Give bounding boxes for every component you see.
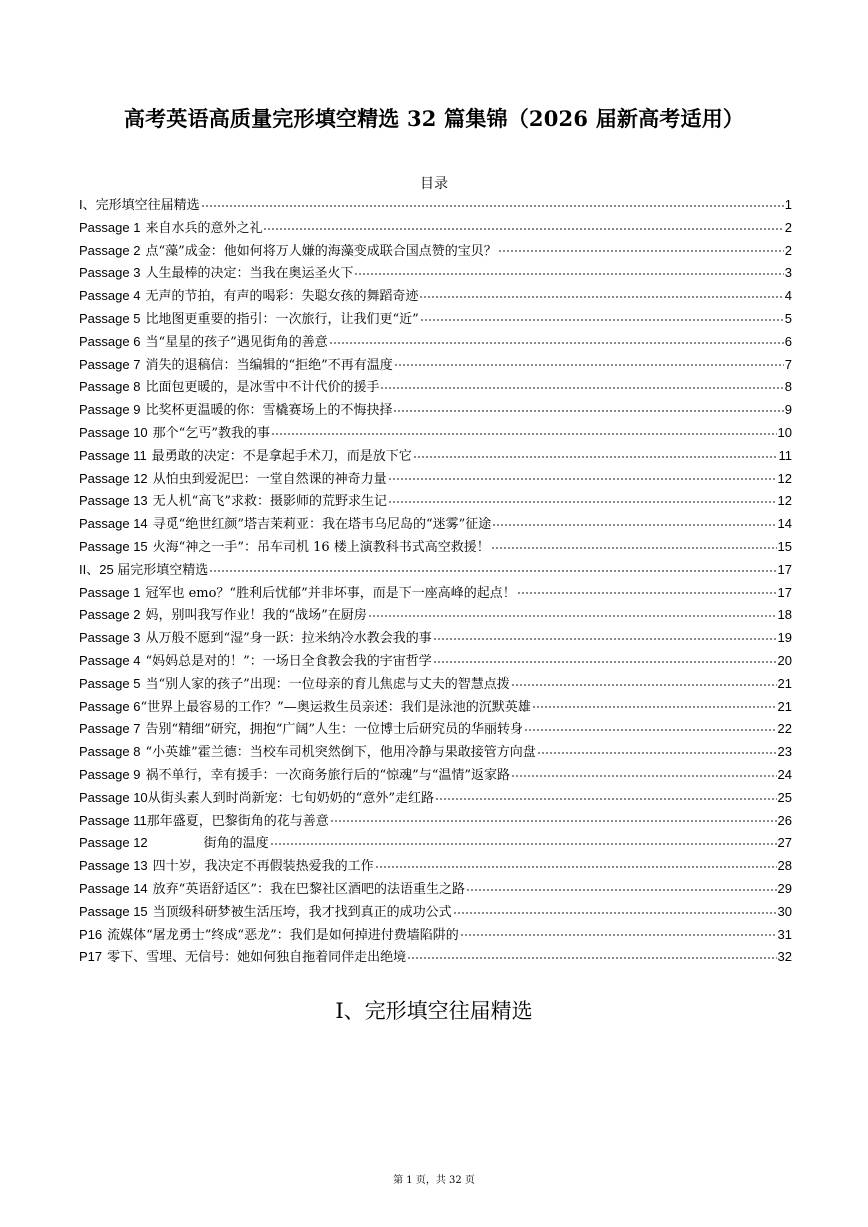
toc-dot-leader [532,706,777,708]
toc-dot-leader [407,957,776,959]
toc-entry[interactable] [79,718,792,741]
table-of-contents [79,194,792,969]
toc-dot-leader [201,205,784,207]
toc-entry-title: 比奖杯更温暖的你：雪橇赛场上的不悔抉择 [145,403,393,419]
toc-entry[interactable] [79,627,792,650]
toc-dot-leader [420,319,784,321]
toc-entry-title: 告别“精细”研究，拥抱“广阔”人生：一位博士后研究员的华丽转身 [145,722,524,738]
toc-entry-title: 四十岁，我决定不再假装热爱我的工作 [152,859,374,875]
toc-entry[interactable] [79,468,792,491]
toc-entry-page-number: 15 [777,538,792,554]
toc-entry[interactable] [79,422,792,445]
toc-entry-title: 无声的节拍，有声的喝彩：失聪女孩的舞蹈奇迹 [145,289,419,305]
toc-entry[interactable] [79,946,792,969]
toc-entry-title: 那个“乞丐”教我的事 [152,425,270,441]
toc-entry-label: Passage 7 [79,356,141,372]
toc-dot-leader [354,273,783,275]
toc-entry-title: 冠军也 emo？“胜利后忧郁”并非坏事，而是下一座高峰的起点！ [145,585,516,601]
toc-dot-leader [380,387,783,389]
toc-dot-leader [511,684,777,686]
toc-entry[interactable] [79,582,792,605]
toc-entry-page-number: 29 [777,880,792,896]
toc-entry[interactable] [79,399,792,422]
toc-entry-label: Passage 3 [79,265,141,281]
toc-entry-title: 人生最棒的决定：当我在奥运圣火下 [145,266,354,282]
toc-entry-label: Passage 15 [79,538,148,554]
toc-entry-page-number: 18 [777,607,792,623]
toc-entry-page-number: 14 [777,516,792,532]
toc-entry-title: 消失的退稿信：当编辑的“拒绝”不再有温度 [145,357,393,373]
toc-entry[interactable] [79,285,792,308]
toc-entry-title: 从街头素人到时尚新宠：七旬奶奶的“意外”走红路 [147,790,434,806]
toc-entry[interactable] [79,240,792,263]
toc-entry[interactable] [79,901,792,924]
toc-dot-leader [388,478,777,480]
toc-dot-leader [517,592,777,594]
toc-entry[interactable] [79,513,792,536]
toc-entry-title: 流媒体“屠龙勇士”终成“恶龙”：我们是如何掉进付费墙陷阱的 [107,927,459,943]
toc-entry-label: Passage 2 [79,607,141,623]
toc-entry-page-number: 21 [777,675,792,691]
toc-entry[interactable] [79,536,792,559]
toc-entry-label: Passage 2 [79,242,141,258]
toc-entry-page-number: 30 [777,903,792,919]
toc-entry-label: Passage 12 [79,835,148,851]
toc-entry-label: Passage 5 [79,675,141,691]
toc-entry-title: 火海“神之一手”：吊车司机 16 楼上演教科书式高空救援！ [152,539,490,555]
toc-entry-page-number: 2 [784,242,792,258]
toc-entry[interactable] [79,262,792,285]
toc-dot-leader [394,364,784,366]
toc-entry-page-number: 6 [784,333,792,349]
toc-dot-leader [435,798,777,800]
toc-entry-label: Passage 11 [79,812,147,828]
toc-dot-leader [433,661,777,663]
toc-entry-page-number: 21 [777,698,792,714]
toc-dot-leader [368,615,777,617]
toc-entry-label: Passage 4 [79,288,141,304]
toc-entry-page-number: 22 [777,721,792,737]
toc-entry-title: “小英雄”霍兰德：当校车司机突然倒下，他用冷静与果敢接管方向盘 [145,745,536,761]
toc-entry-label: II、25 届完形填空精选 [79,561,209,577]
toc-entry-label: Passage 10 [79,789,148,805]
toc-entry[interactable] [79,764,792,787]
toc-entry-label: Passage 13 [79,493,148,509]
toc-entry-title: 祸不单行，幸有援手：一次商务旅行后的“惊魂”与“温情”返家路 [145,767,511,783]
toc-dot-leader [466,889,777,891]
toc-entry-page-number: 17 [777,584,792,600]
toc-entry-page-number: 7 [784,356,792,372]
toc-entry-page-number: 5 [784,310,792,326]
toc-entry[interactable] [79,650,792,673]
toc-entry-page-number: 26 [777,812,792,828]
toc-entry-label: Passage 7 [79,721,141,737]
toc-dot-leader [491,547,777,549]
document-title: 高考英语高质量完形填空精选 32 篇集锦（2026 届新高考适用） [123,106,745,131]
toc-entry[interactable] [79,741,792,764]
toc-entry-label: Passage 9 [79,402,141,418]
toc-entry-title: 放弃“英语舒适区”：我在巴黎社区酒吧的法语重生之路 [152,881,465,897]
toc-dot-leader [393,410,783,412]
toc-entry-label: P17 [79,949,103,965]
toc-section-entry[interactable] [79,194,792,217]
toc-entry-page-number: 3 [784,265,792,281]
toc-section-entry[interactable] [79,559,792,582]
toc-entry[interactable] [79,810,792,833]
toc-entry[interactable] [79,924,792,947]
toc-entry[interactable] [79,832,792,855]
toc-entry[interactable] [79,855,792,878]
toc-entry[interactable] [79,331,792,354]
page-footer: 第 1 页，共 32 页 [393,1175,475,1186]
toc-entry-title: 从万般不愿到“湿”身一跃：拉米纳冷水教会我的事 [145,631,432,647]
toc-entry-title: 当“别人家的孩子”出现：一位母亲的育儿焦虑与丈夫的智慧点拨 [145,676,510,692]
toc-entry[interactable] [79,445,792,468]
toc-dot-leader [263,228,783,230]
toc-dot-leader [511,775,777,777]
toc-entry-page-number: 23 [777,744,792,760]
toc-entry[interactable] [79,376,792,399]
toc-entry-page-number: 8 [784,379,792,395]
toc-entry-label: Passage 14 [79,880,148,896]
toc-entry-label: P16 [79,926,103,942]
toc-dot-leader [492,524,776,526]
toc-entry-title: 零下、雪埋、无信号：她如何独自拖着同伴走出绝境 [107,950,407,966]
toc-entry-title: 点“藻”成金：他如何将万人嫌的海藻变成联合国点赞的宝贝？ [145,243,497,259]
toc-dot-leader [271,433,777,435]
toc-entry-title: 比面包更暖的，是冰雪中不计代价的援手 [145,380,380,396]
toc-dot-leader [498,250,784,252]
toc-entry-page-number: 11 [778,447,792,463]
toc-entry[interactable] [79,490,792,513]
toc-entry-label: Passage 12 [79,470,148,486]
toc-entry-label: Passage 13 [79,858,148,874]
toc-entry-label: Passage 1 [79,584,141,600]
toc-entry-page-number: 10 [777,424,792,440]
toc-entry-title: 街角的温度 [203,836,269,852]
toc-entry-page-number: 4 [784,288,792,304]
toc-entry-title: 来自水兵的意外之礼 [145,220,263,236]
toc-entry-title: 比地图更重要的指引：一次旅行，让我们更“近” [145,311,419,327]
toc-dot-leader [524,729,777,731]
toc-entry-title: 从怕虫到爱泥巴：一堂自然课的神奇力量 [152,471,387,487]
toc-entry-page-number: 31 [777,926,792,942]
toc-dot-leader [537,752,777,754]
toc-entry-title: 当顶级科研梦被生活压垮，我才找到真正的成功公式 [152,904,452,920]
toc-entry-label: Passage 11 [79,447,147,463]
toc-entry-title: 那年盛夏，巴黎街角的花与善意 [146,813,329,829]
toc-dot-leader [270,843,777,845]
toc-dot-leader [453,912,777,914]
toc-dot-leader [460,934,777,936]
toc-entry-page-number: 20 [777,652,792,668]
toc-entry-page-number: 27 [777,835,792,851]
toc-entry-page-number: 12 [777,493,792,509]
toc-entry-page-number: 32 [777,949,792,965]
toc-entry-label: Passage 6 [79,698,141,714]
toc-entry-label: Passage 6 [79,333,141,349]
toc-dot-leader [329,342,784,344]
toc-entry-label: Passage 9 [79,766,141,782]
toc-entry-title: 当“星星的孩子”遇见街角的善意 [145,334,328,350]
toc-entry-label: Passage 1 [79,219,141,235]
toc-entry-label: Passage 4 [79,652,141,668]
toc-entry-label: Passage 8 [79,379,141,395]
toc-entry-title: 寻觅“绝世红颜”塔吉茉莉亚：我在塔韦乌尼岛的“迷雾”征途 [152,517,492,533]
toc-dot-leader [419,296,783,298]
toc-entry-title: “妈妈总是对的！”：一场日全食教会我的宇宙哲学 [145,653,432,669]
section-heading: I、完形填空往届精选 [335,999,533,1023]
toc-entry-page-number: 17 [777,561,792,577]
toc-dot-leader [209,570,776,572]
toc-entry-label: Passage 14 [79,516,148,532]
toc-entry[interactable] [79,878,792,901]
toc-dot-leader [433,638,777,640]
toc-entry-label: Passage 15 [79,903,148,919]
toc-entry-title: “世界上最容易的工作？”—奥运救生员亲述：我们是泳池的沉默英雄 [140,699,531,715]
toc-entry[interactable] [79,354,792,377]
toc-entry-page-number: 12 [777,470,792,486]
toc-entry-title: 无人机“高飞”求救：摄影师的荒野求生记 [152,494,387,510]
toc-entry-page-number: 19 [777,630,792,646]
toc-entry[interactable] [79,787,792,810]
toc-entry[interactable] [79,604,792,627]
toc-entry-page-number: 24 [777,766,792,782]
toc-entry-page-number: 25 [777,789,792,805]
toc-entry[interactable] [79,673,792,696]
toc-entry-title: 妈，别叫我写作业！我的“战场”在厨房 [145,608,367,624]
toc-heading: 目录 [420,176,448,192]
toc-dot-leader [375,866,777,868]
toc-dot-leader [388,501,777,503]
toc-entry-label: Passage 8 [79,744,141,760]
toc-dot-leader [413,456,778,458]
toc-entry-page-number: 1 [784,197,792,212]
toc-entry-page-number: 9 [784,402,792,418]
toc-entry-label: Passage 5 [79,310,141,326]
toc-entry-label: I、完形填空往届精选 [79,197,200,212]
toc-entry-title: 最勇敢的决定：不是拿起手术刀，而是放下它 [151,448,412,464]
toc-entry-label: Passage 10 [79,424,148,440]
toc-entry[interactable] [79,308,792,331]
toc-entry[interactable] [79,696,792,719]
toc-entry[interactable] [79,217,792,240]
toc-entry-page-number: 28 [777,858,792,874]
toc-entry-label: Passage 3 [79,630,141,646]
toc-dot-leader [330,820,777,822]
toc-entry-page-number: 2 [784,219,792,235]
